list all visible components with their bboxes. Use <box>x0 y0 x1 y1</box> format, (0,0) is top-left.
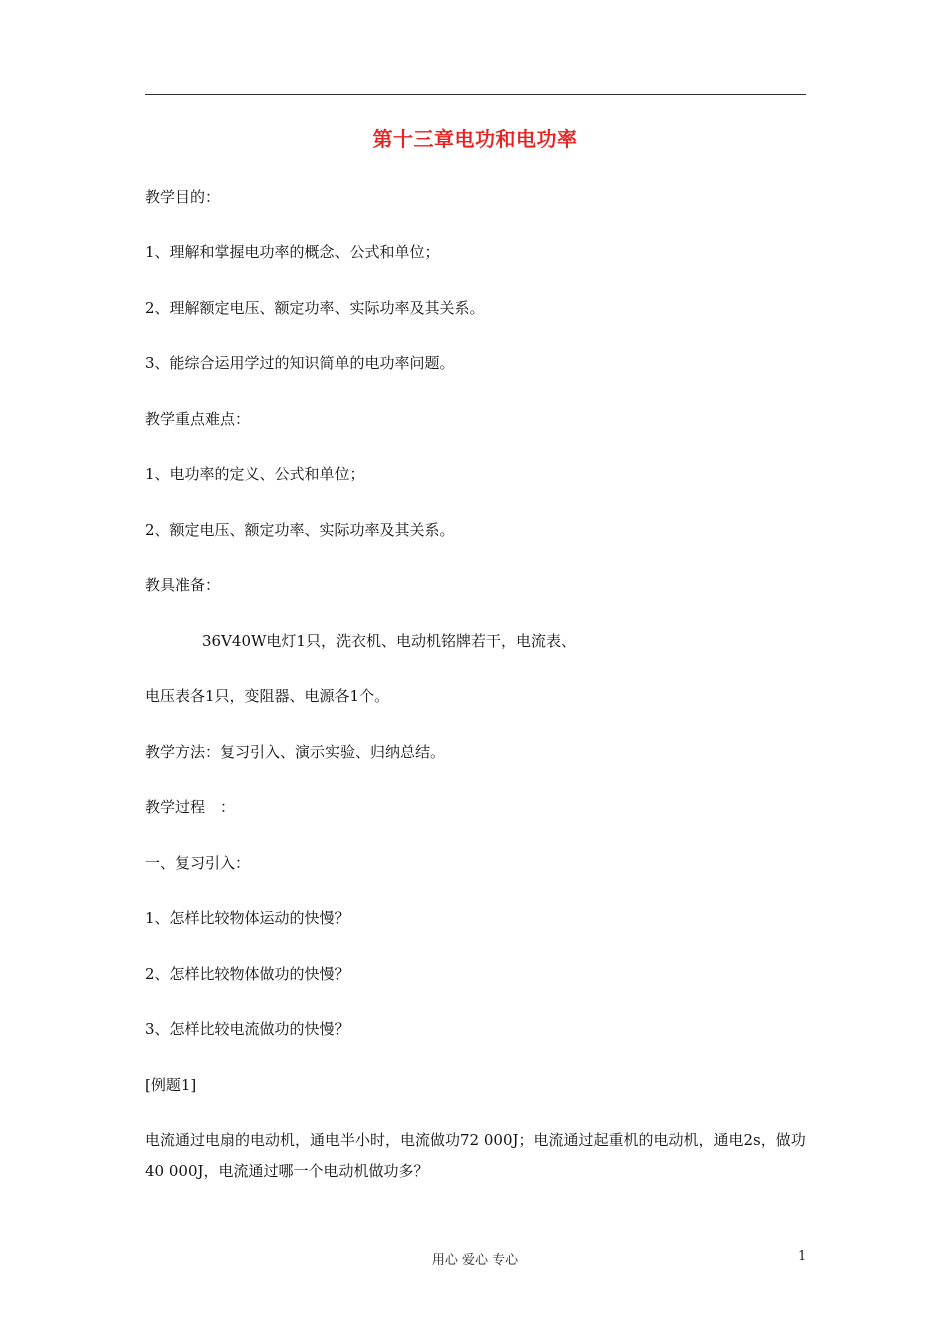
objective-1: 1、理解和掌握电功率的概念、公式和单位； <box>145 243 440 261</box>
section-heading-key-points: 教学重点难点： <box>145 410 251 428</box>
review-question-2: 2、怎样比较物体做功的快慢？ <box>145 965 350 983</box>
section-heading-materials: 教具准备： <box>145 576 221 594</box>
page-number: 1 <box>798 1249 807 1264</box>
review-question-3: 3、怎样比较电流做功的快慢？ <box>145 1020 350 1038</box>
page-title: 第十三章电功和电功率 <box>372 127 578 151</box>
objective-2: 2、理解额定电压、额定功率、实际功率及其关系。 <box>145 299 485 317</box>
objective-3: 3、能综合运用学过的知识简单的电功率问题。 <box>145 354 455 372</box>
key-point-2: 2、额定电压、额定功率、实际功率及其关系。 <box>145 521 455 539</box>
section-heading-process: 教学过程 ： <box>145 798 236 816</box>
header-rule <box>145 94 806 95</box>
footer-motto: 用心 爱心 专心 <box>431 1253 519 1268</box>
example-label: [例题1] <box>145 1076 197 1094</box>
example-problem-text: 电流通过电扇的电动机，通电半小时，电流做功72 000J；电流通过起重机的电动机，通电2s，做功40 000J，电流通过哪一个电动机做功多？ <box>145 1131 806 1180</box>
review-question-1: 1、怎样比较物体运动的快慢？ <box>145 909 350 927</box>
section-heading-objectives: 教学目的： <box>145 188 221 206</box>
materials-line-1: 36V40W电灯1只，洗衣机、电动机铭牌若干，电流表、 <box>202 632 576 650</box>
key-point-1: 1、电功率的定义、公式和单位； <box>145 465 365 483</box>
teaching-methods: 教学方法：复习引入、演示实验、归纳总结。 <box>145 743 446 761</box>
materials-line-2: 电压表各1只，变阻器、电源各1个。 <box>145 687 390 705</box>
review-intro-heading: 一、复习引入： <box>145 854 251 872</box>
